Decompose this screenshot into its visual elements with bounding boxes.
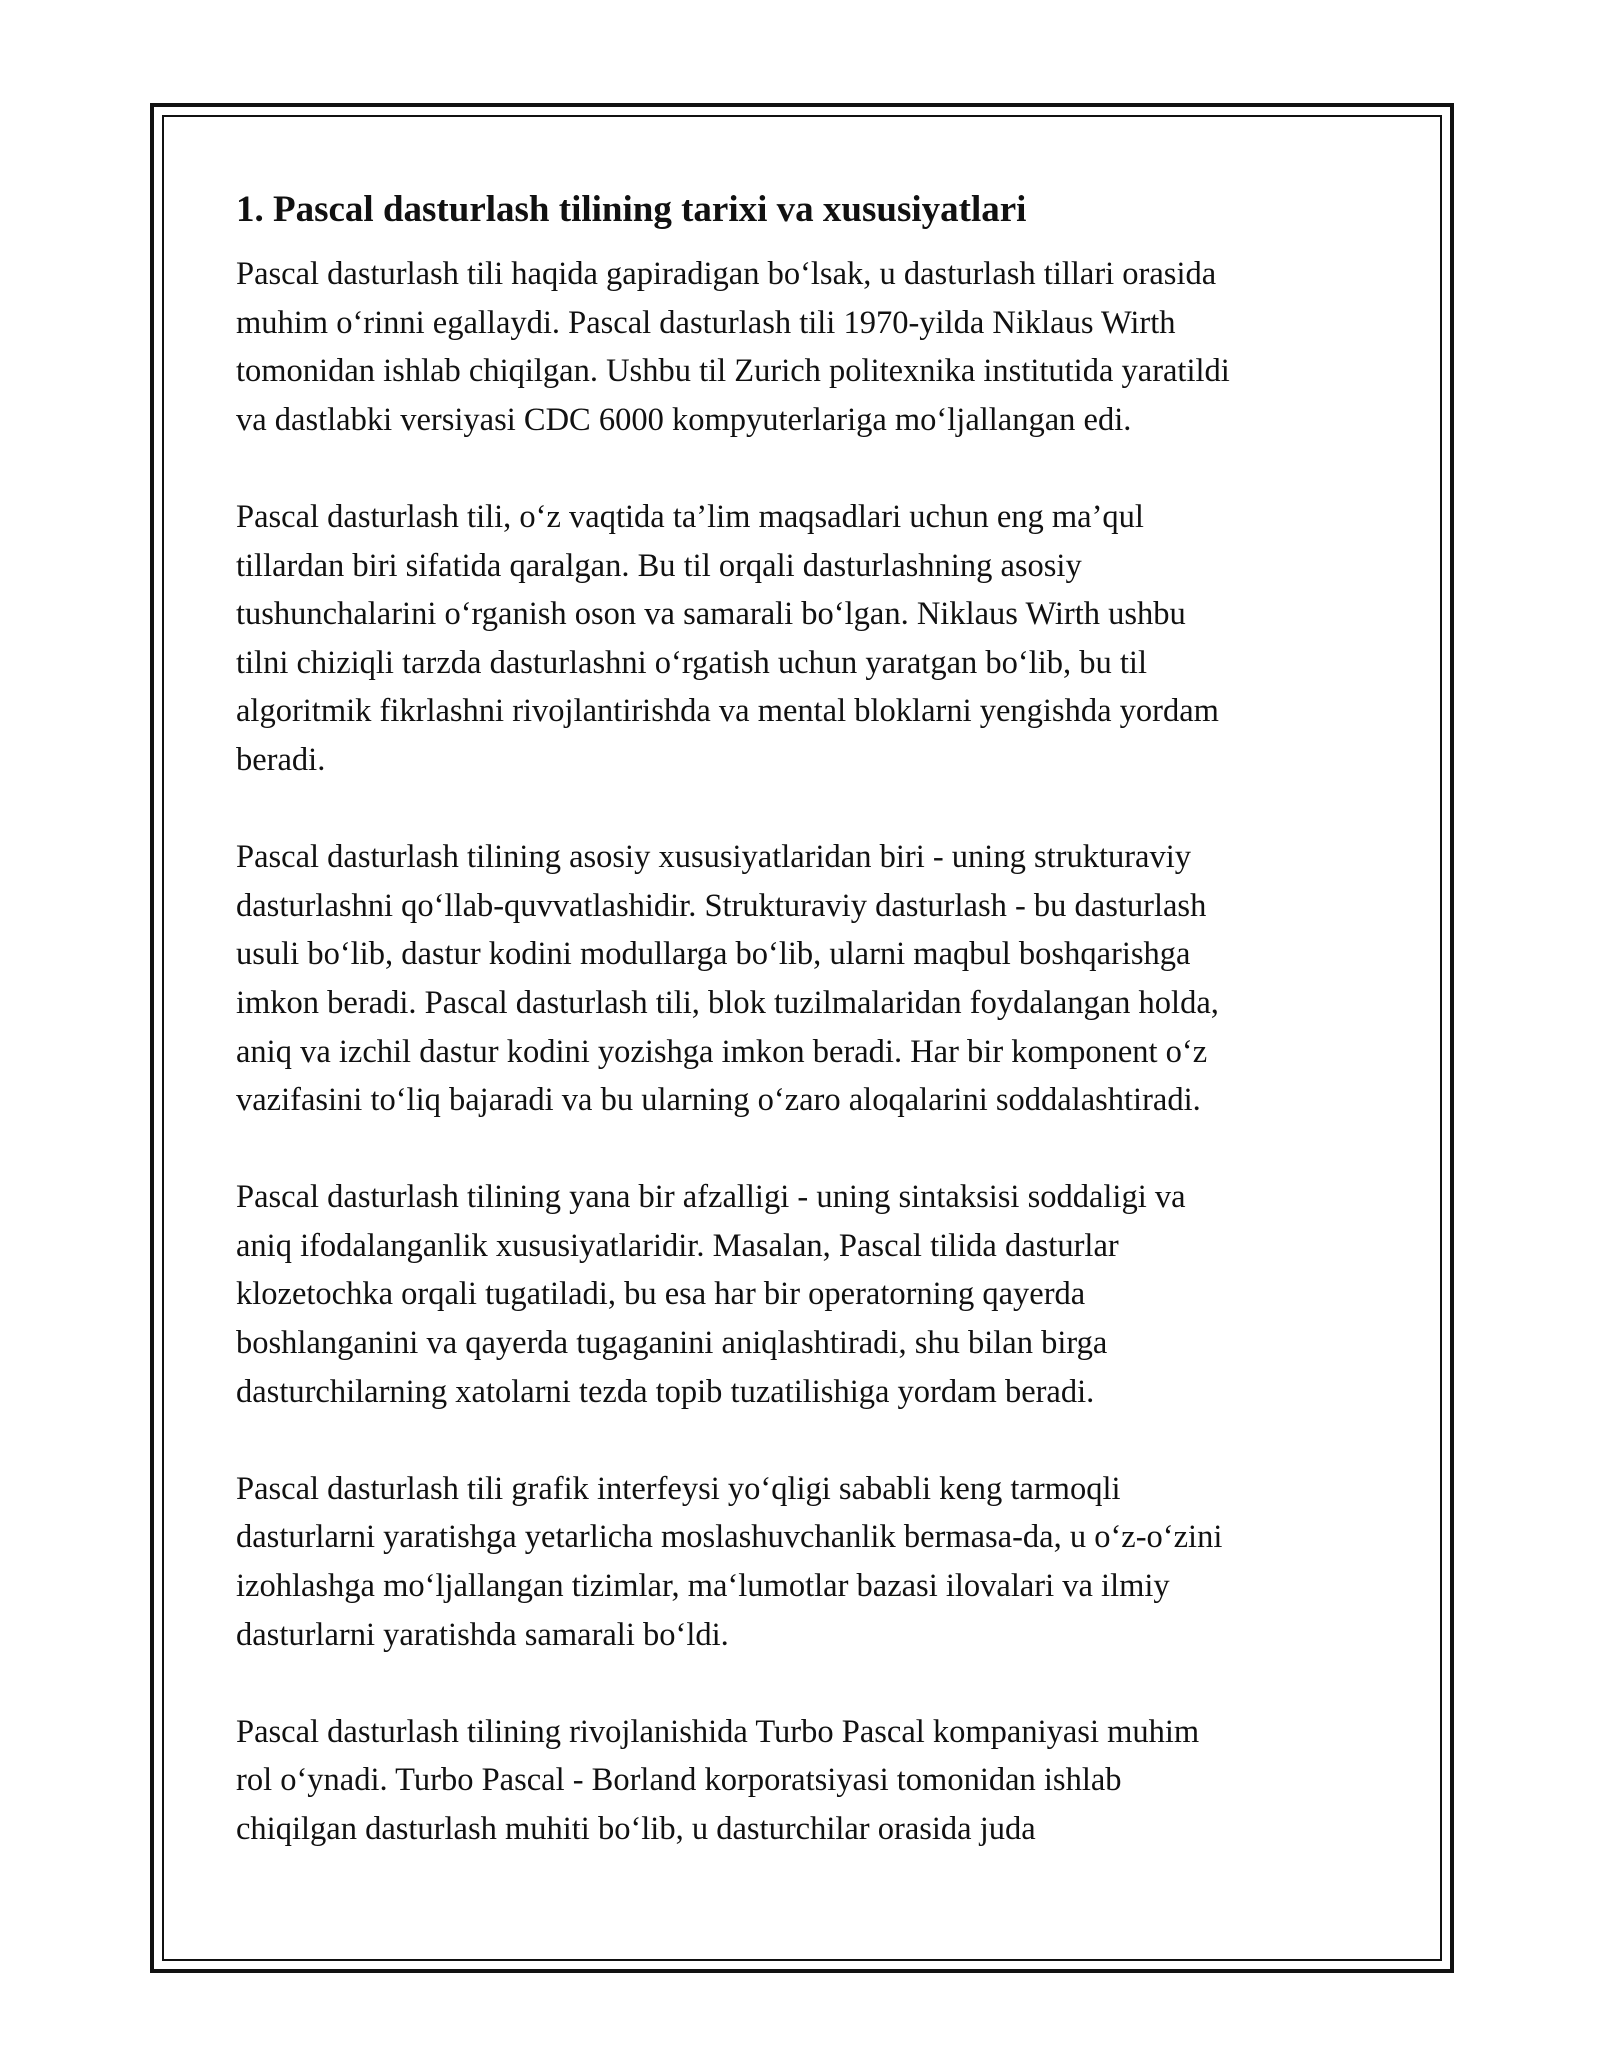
text-line: imkon beradi. Pascal dasturlash tili, blok tuzilmalaridan foydalangan holda, xyxy=(236,984,1219,1021)
text-line: dasturlarni yaratishda samarali bo‘ldi. xyxy=(236,1616,729,1653)
text-line: dasturlarni yaratishga yetarlicha moslashuvchanlik bermasa-da, u o‘z-o‘zini xyxy=(236,1519,1223,1556)
paragraph-3 xyxy=(236,833,1386,1125)
paragraph-1 xyxy=(236,250,1386,444)
text-line: rol o‘ynadi. Turbo Pascal - Borland korporatsiyasi tomonidan ishlab xyxy=(236,1762,1122,1799)
text-line: Pascal dasturlash tili, o‘z vaqtida ta’lim maqsadlari uchun eng ma’qul xyxy=(236,498,1144,535)
text-line: boshlanganini va qayerda tugaganini aniqlashtiradi, shu bilan birga xyxy=(236,1325,1108,1362)
text-line: usuli bo‘lib, dastur kodini modullarga bo‘lib, ularni maqbul boshqarishga xyxy=(236,936,1191,973)
text-line: chiqilgan dasturlash muhiti bo‘lib, u dasturchilar orasida juda xyxy=(236,1811,1036,1847)
text-line: Pascal dasturlash tili haqida gapiradigan bo‘lsak, u dasturlash tillari orasida xyxy=(236,256,1217,292)
text-line: aniq va izchil dastur kodini yozishga imkon beradi. Har bir komponent o‘z xyxy=(236,1033,1208,1070)
document-body xyxy=(236,186,1386,1902)
text-line: Pascal dasturlash tili grafik interfeysi yo‘qligi sababli keng tarmoqli xyxy=(236,1470,1121,1507)
paragraph-6 xyxy=(236,1708,1386,1854)
text-line: tomonidan ishlab chiqilgan. Ushbu til Zurich politexnika institutida yaratildi xyxy=(236,353,1230,390)
text-line: Pascal dasturlash tilining rivojlanishida Turbo Pascal kompaniyasi muhim xyxy=(236,1713,1200,1750)
text-line: algoritmik fikrlashni rivojlantirishda va mental bloklarni yengishda yordam xyxy=(236,693,1219,730)
text-line: tushunchalarini o‘rganish oson va samarali bo‘lgan. Niklaus Wirth ushbu xyxy=(236,596,1186,633)
text-line: izohlashga mo‘ljallangan tizimlar, ma‘lumotlar bazasi ilovalari va ilmiy xyxy=(236,1568,1170,1605)
text-line: beradi. xyxy=(236,741,326,778)
text-line: tilni chiziqli tarzda dasturlashni o‘rgatish uchun yaratgan bo‘lib, bu til xyxy=(236,644,1147,681)
text-line: dasturchilarning xatolarni tezda topib tuzatilishiga yordam beradi. xyxy=(236,1373,1095,1410)
paragraph-4 xyxy=(236,1173,1386,1416)
paragraph-5 xyxy=(236,1465,1386,1659)
paragraph-2 xyxy=(236,493,1386,785)
text-line: aniq ifodalanganlik xususiyatlaridir. Masalan, Pascal tilida dasturlar xyxy=(236,1227,1119,1264)
text-line: Pascal dasturlash tilining yana bir afzalligi - uning sintaksisi soddaligi va xyxy=(236,1179,1186,1216)
text-line: dasturlashni qo‘llab-quvvatlashidir. Strukturaviy dasturlash - bu dasturlash xyxy=(236,887,1207,924)
text-line: tillardan biri sifatida qaralgan. Bu til orqali dasturlashning asosiy xyxy=(236,547,1082,584)
text-line: va dastlabki versiyasi CDC 6000 kompyuterlariga mo‘ljallangan edi. xyxy=(236,401,1132,438)
text-line: klozetochka orqali tugatiladi, bu esa har bir operatorning qayerda xyxy=(236,1276,1086,1313)
text-line: vazifasini to‘liq bajaradi va bu ularning o‘zaro aloqalarini soddalashtiradi. xyxy=(236,1082,1201,1119)
section-heading: 1. Pascal dasturlash tilining tarixi va xususiyatlari xyxy=(236,189,1027,230)
text-line: Pascal dasturlash tilining asosiy xususiyatlaridan biri - uning strukturaviy xyxy=(236,839,1192,876)
text-line: muhim o‘rinni egallaydi. Pascal dasturlash tili 1970-yilda Niklaus Wirth xyxy=(236,304,1176,341)
